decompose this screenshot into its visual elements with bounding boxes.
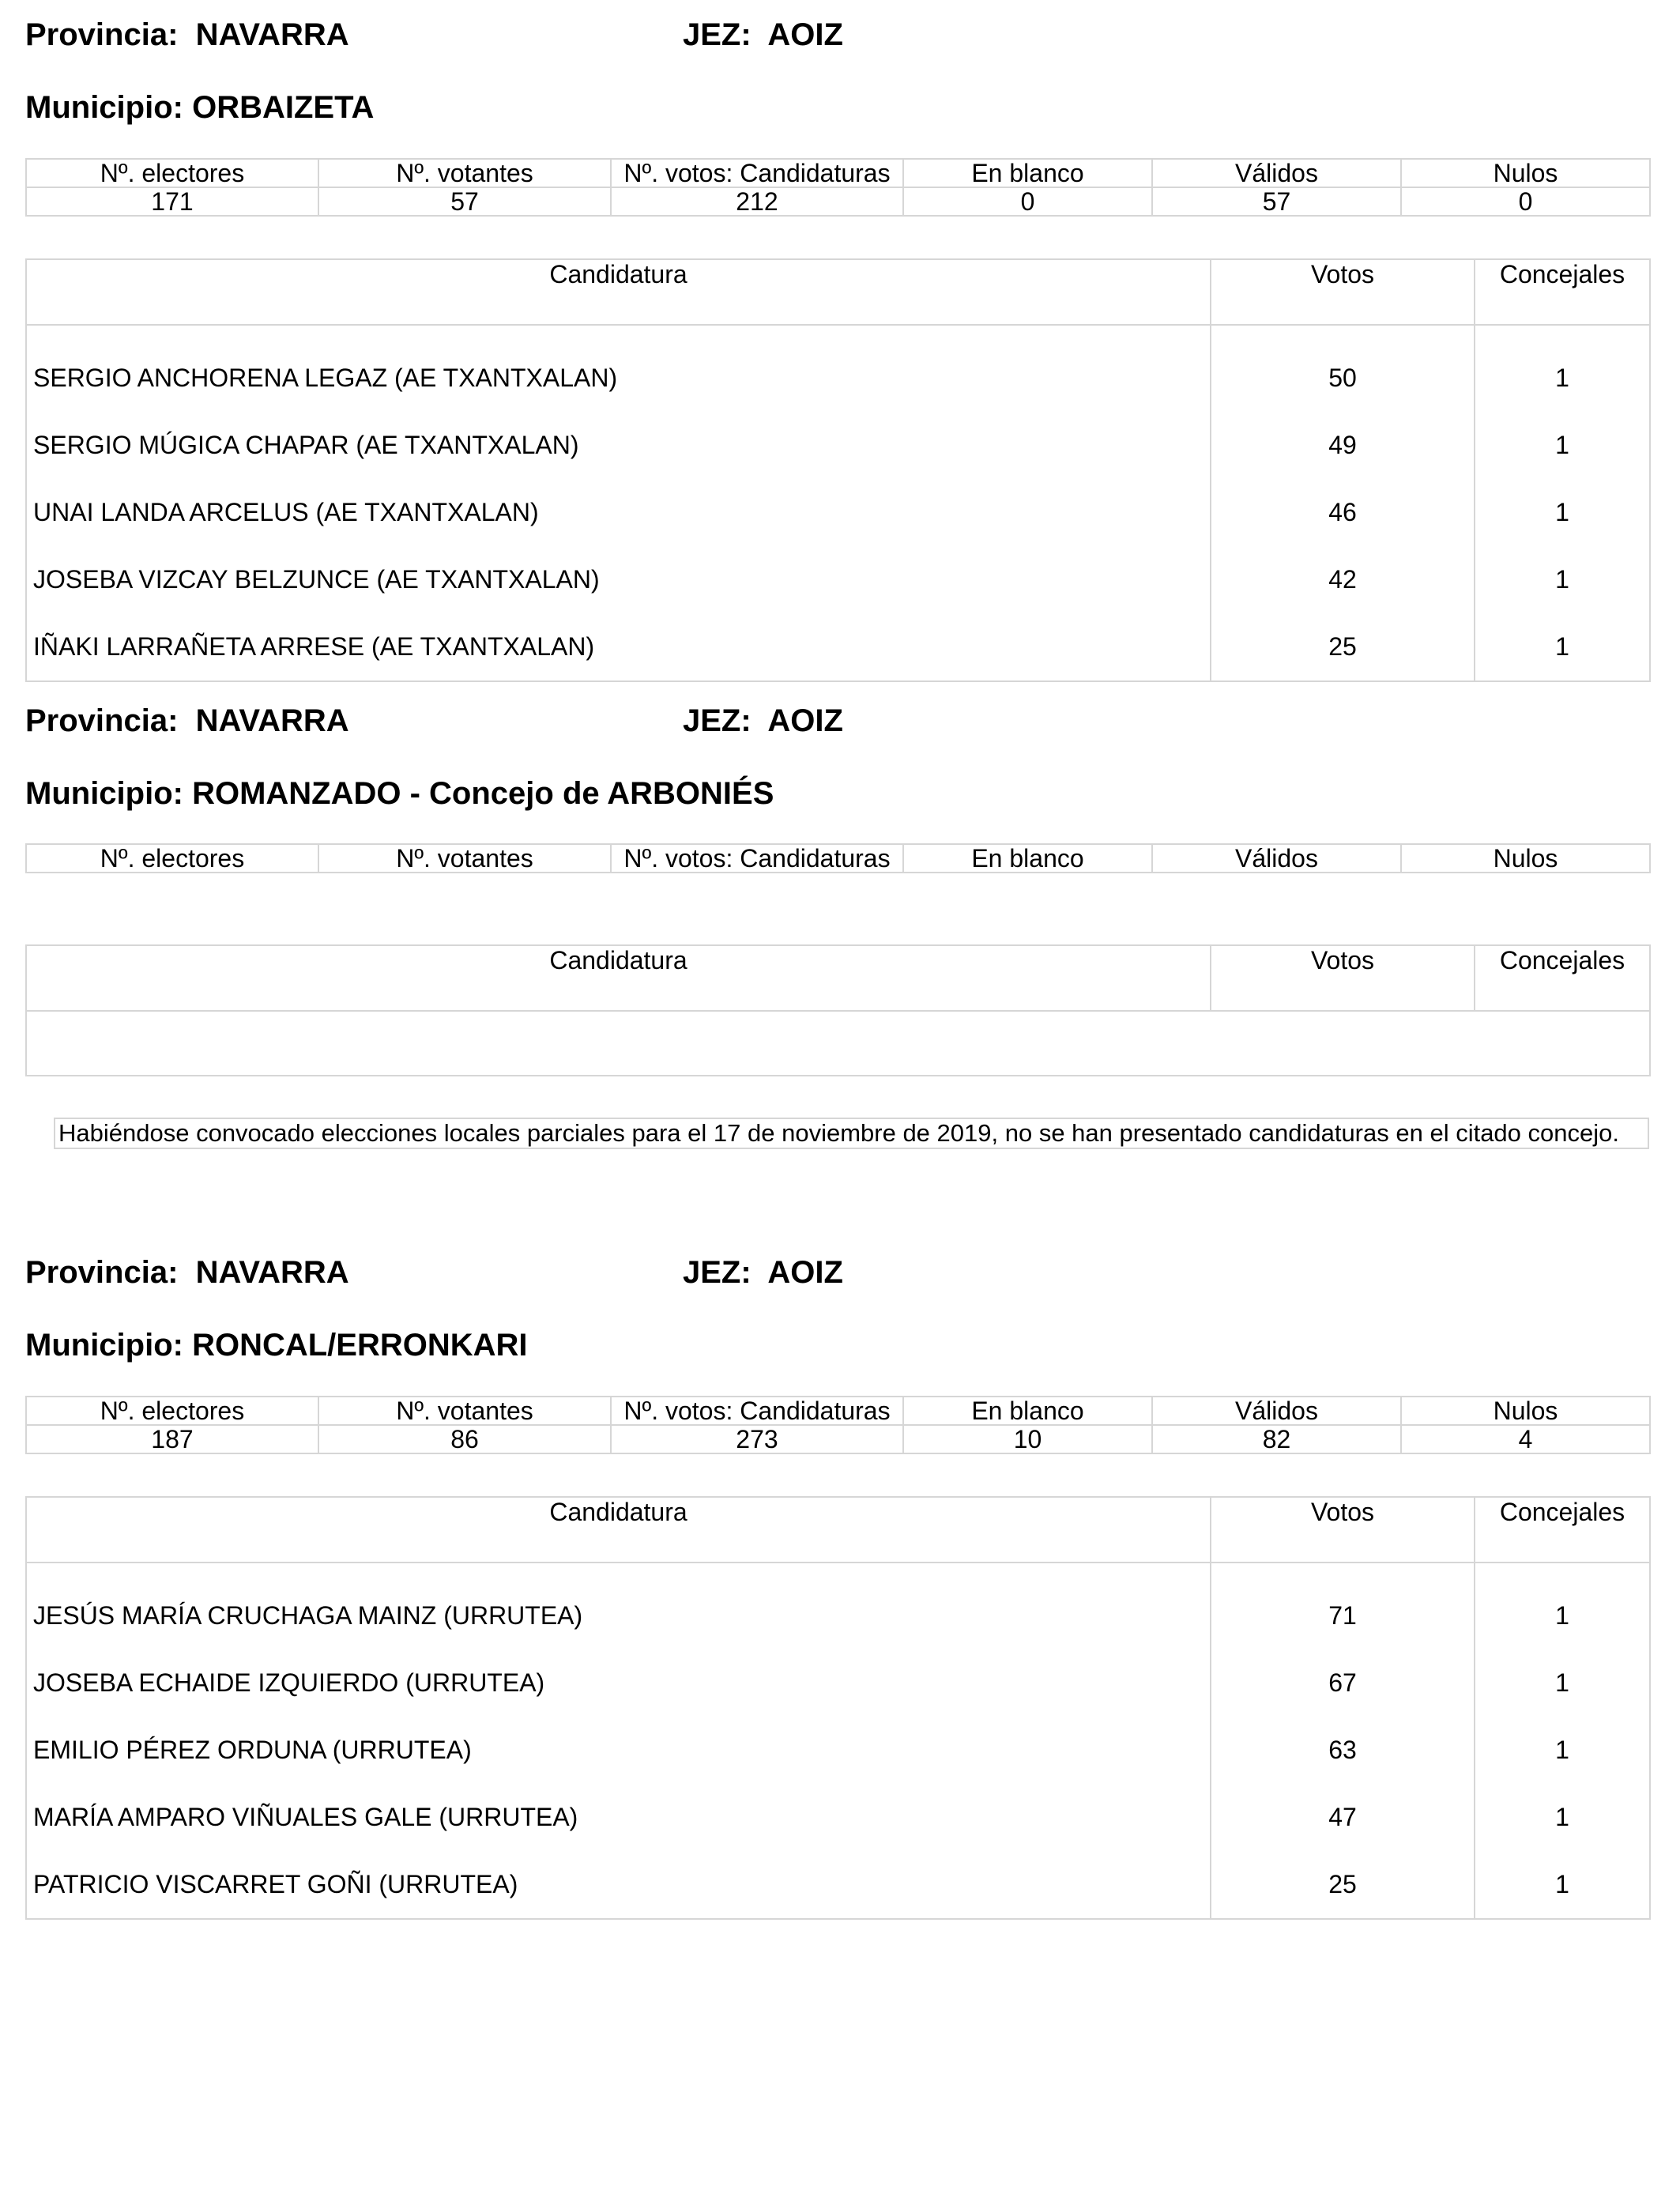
table-row — [26, 412, 1650, 479]
candidate-votos: 71 — [1211, 1563, 1475, 1649]
provincia-label: Provincia: NAVARRA — [25, 17, 349, 52]
header-electores: Nº. electores — [26, 1397, 318, 1425]
jez-label: JEZ: AOIZ — [683, 1255, 843, 1290]
candidate-concejales: 1 — [1475, 613, 1650, 681]
header-validos: Válidos — [1152, 1397, 1401, 1425]
stats-table — [25, 158, 1651, 217]
header-votos-candidaturas: Nº. votos: Candidaturas — [611, 844, 903, 873]
header-votantes: Nº. votantes — [318, 159, 611, 187]
candidates-table — [25, 258, 1651, 682]
candidate-votos: 63 — [1211, 1717, 1475, 1784]
header-candidatura: Candidatura — [26, 259, 1211, 325]
municipio-title: Municipio: ORBAIZETA — [25, 90, 375, 125]
header-votos-candidaturas: Nº. votos: Candidaturas — [611, 159, 903, 187]
header-validos: Válidos — [1152, 844, 1401, 873]
table-row — [26, 1563, 1650, 1649]
notice-text: Habiéndose convocado elecciones locales parciales para el 17 de noviembre de 2019, no se han presentado candidaturas en el citado concejo. — [54, 1118, 1649, 1149]
candidate-votos: 49 — [1211, 412, 1475, 479]
value-electores: 187 — [26, 1425, 318, 1453]
header-votos-candidaturas: Nº. votos: Candidaturas — [611, 1397, 903, 1425]
header-concejales: Concejales — [1475, 259, 1650, 325]
table-row — [26, 613, 1650, 681]
value-electores: 171 — [26, 187, 318, 216]
candidate-concejales: 1 — [1475, 412, 1650, 479]
candidate-name: JESÚS MARÍA CRUCHAGA MAINZ (URRUTEA) — [26, 1563, 1211, 1649]
candidate-votos: 46 — [1211, 479, 1475, 546]
header-votantes: Nº. votantes — [318, 1397, 611, 1425]
header-concejales: Concejales — [1475, 1497, 1650, 1563]
candidate-name: PATRICIO VISCARRET GOÑI (URRUTEA) — [26, 1851, 1211, 1919]
candidate-name: JOSEBA ECHAIDE IZQUIERDO (URRUTEA) — [26, 1649, 1211, 1717]
stats-header-row — [26, 159, 1650, 187]
value-votantes: 86 — [318, 1425, 611, 1453]
value-votos-candidaturas: 273 — [611, 1425, 903, 1453]
candidate-concejales: 1 — [1475, 325, 1650, 412]
stats-value-row — [26, 187, 1650, 216]
header-candidatura: Candidatura — [26, 945, 1211, 1011]
candidate-concejales: 1 — [1475, 1717, 1650, 1784]
candidate-concejales: 1 — [1475, 546, 1650, 613]
candidates-header-row — [26, 1497, 1650, 1563]
candidate-name: IÑAKI LARRAÑETA ARRESE (AE TXANTXALAN) — [26, 613, 1211, 681]
stats-table — [25, 843, 1651, 873]
table-row — [26, 1717, 1650, 1784]
header-electores: Nº. electores — [26, 159, 318, 187]
candidate-name: EMILIO PÉREZ ORDUNA (URRUTEA) — [26, 1717, 1211, 1784]
header-votantes: Nº. votantes — [318, 844, 611, 873]
candidate-concejales: 1 — [1475, 1563, 1650, 1649]
jez-label: JEZ: AOIZ — [683, 703, 843, 738]
candidate-concejales: 1 — [1475, 1784, 1650, 1851]
table-row — [26, 546, 1650, 613]
header-votos: Votos — [1211, 945, 1475, 1011]
header-en-blanco: En blanco — [903, 844, 1152, 873]
header-en-blanco: En blanco — [903, 1397, 1152, 1425]
candidate-name: UNAI LANDA ARCELUS (AE TXANTXALAN) — [26, 479, 1211, 546]
header-concejales: Concejales — [1475, 945, 1650, 1011]
candidates-header-row — [26, 259, 1650, 325]
candidate-name: MARÍA AMPARO VIÑUALES GALE (URRUTEA) — [26, 1784, 1211, 1851]
candidates-header-row — [26, 945, 1650, 1011]
candidates-table — [25, 1496, 1651, 1920]
stats-table — [25, 1396, 1651, 1454]
header-en-blanco: En blanco — [903, 159, 1152, 187]
header-votos: Votos — [1211, 259, 1475, 325]
value-nulos: 4 — [1401, 1425, 1650, 1453]
value-votantes: 57 — [318, 187, 611, 216]
municipio-title: Municipio: RONCAL/ERRONKARI — [25, 1328, 528, 1363]
candidate-concejales: 1 — [1475, 1649, 1650, 1717]
header-electores: Nº. electores — [26, 844, 318, 873]
value-validos: 57 — [1152, 187, 1401, 216]
candidates-table — [25, 944, 1651, 1076]
jez-label: JEZ: AOIZ — [683, 17, 843, 52]
provincia-label: Provincia: NAVARRA — [25, 703, 349, 738]
stats-value-row — [26, 1425, 1650, 1453]
header-candidatura: Candidatura — [26, 1497, 1211, 1563]
value-nulos: 0 — [1401, 187, 1650, 216]
candidate-votos: 42 — [1211, 546, 1475, 613]
candidate-name: JOSEBA VIZCAY BELZUNCE (AE TXANTXALAN) — [26, 546, 1211, 613]
candidate-concejales: 1 — [1475, 1851, 1650, 1919]
candidate-votos: 47 — [1211, 1784, 1475, 1851]
candidate-concejales: 1 — [1475, 479, 1650, 546]
empty-cell — [26, 1011, 1650, 1076]
candidate-votos: 25 — [1211, 1851, 1475, 1919]
table-row — [26, 479, 1650, 546]
header-validos: Válidos — [1152, 159, 1401, 187]
header-votos: Votos — [1211, 1497, 1475, 1563]
candidate-name: SERGIO ANCHORENA LEGAZ (AE TXANTXALAN) — [26, 325, 1211, 412]
header-nulos: Nulos — [1401, 844, 1650, 873]
value-en-blanco: 10 — [903, 1425, 1152, 1453]
table-row — [26, 325, 1650, 412]
empty-row — [26, 1011, 1650, 1076]
provincia-label: Provincia: NAVARRA — [25, 1255, 349, 1290]
table-row — [26, 1851, 1650, 1919]
value-en-blanco: 0 — [903, 187, 1152, 216]
value-validos: 82 — [1152, 1425, 1401, 1453]
stats-header-row — [26, 844, 1650, 873]
candidate-votos: 50 — [1211, 325, 1475, 412]
candidate-name: SERGIO MÚGICA CHAPAR (AE TXANTXALAN) — [26, 412, 1211, 479]
candidate-votos: 25 — [1211, 613, 1475, 681]
municipio-title: Municipio: ROMANZADO - Concejo de ARBONIÉS — [25, 776, 774, 811]
table-row — [26, 1784, 1650, 1851]
header-nulos: Nulos — [1401, 159, 1650, 187]
value-votos-candidaturas: 212 — [611, 187, 903, 216]
stats-header-row — [26, 1397, 1650, 1425]
candidate-votos: 67 — [1211, 1649, 1475, 1717]
table-row — [26, 1649, 1650, 1717]
header-nulos: Nulos — [1401, 1397, 1650, 1425]
